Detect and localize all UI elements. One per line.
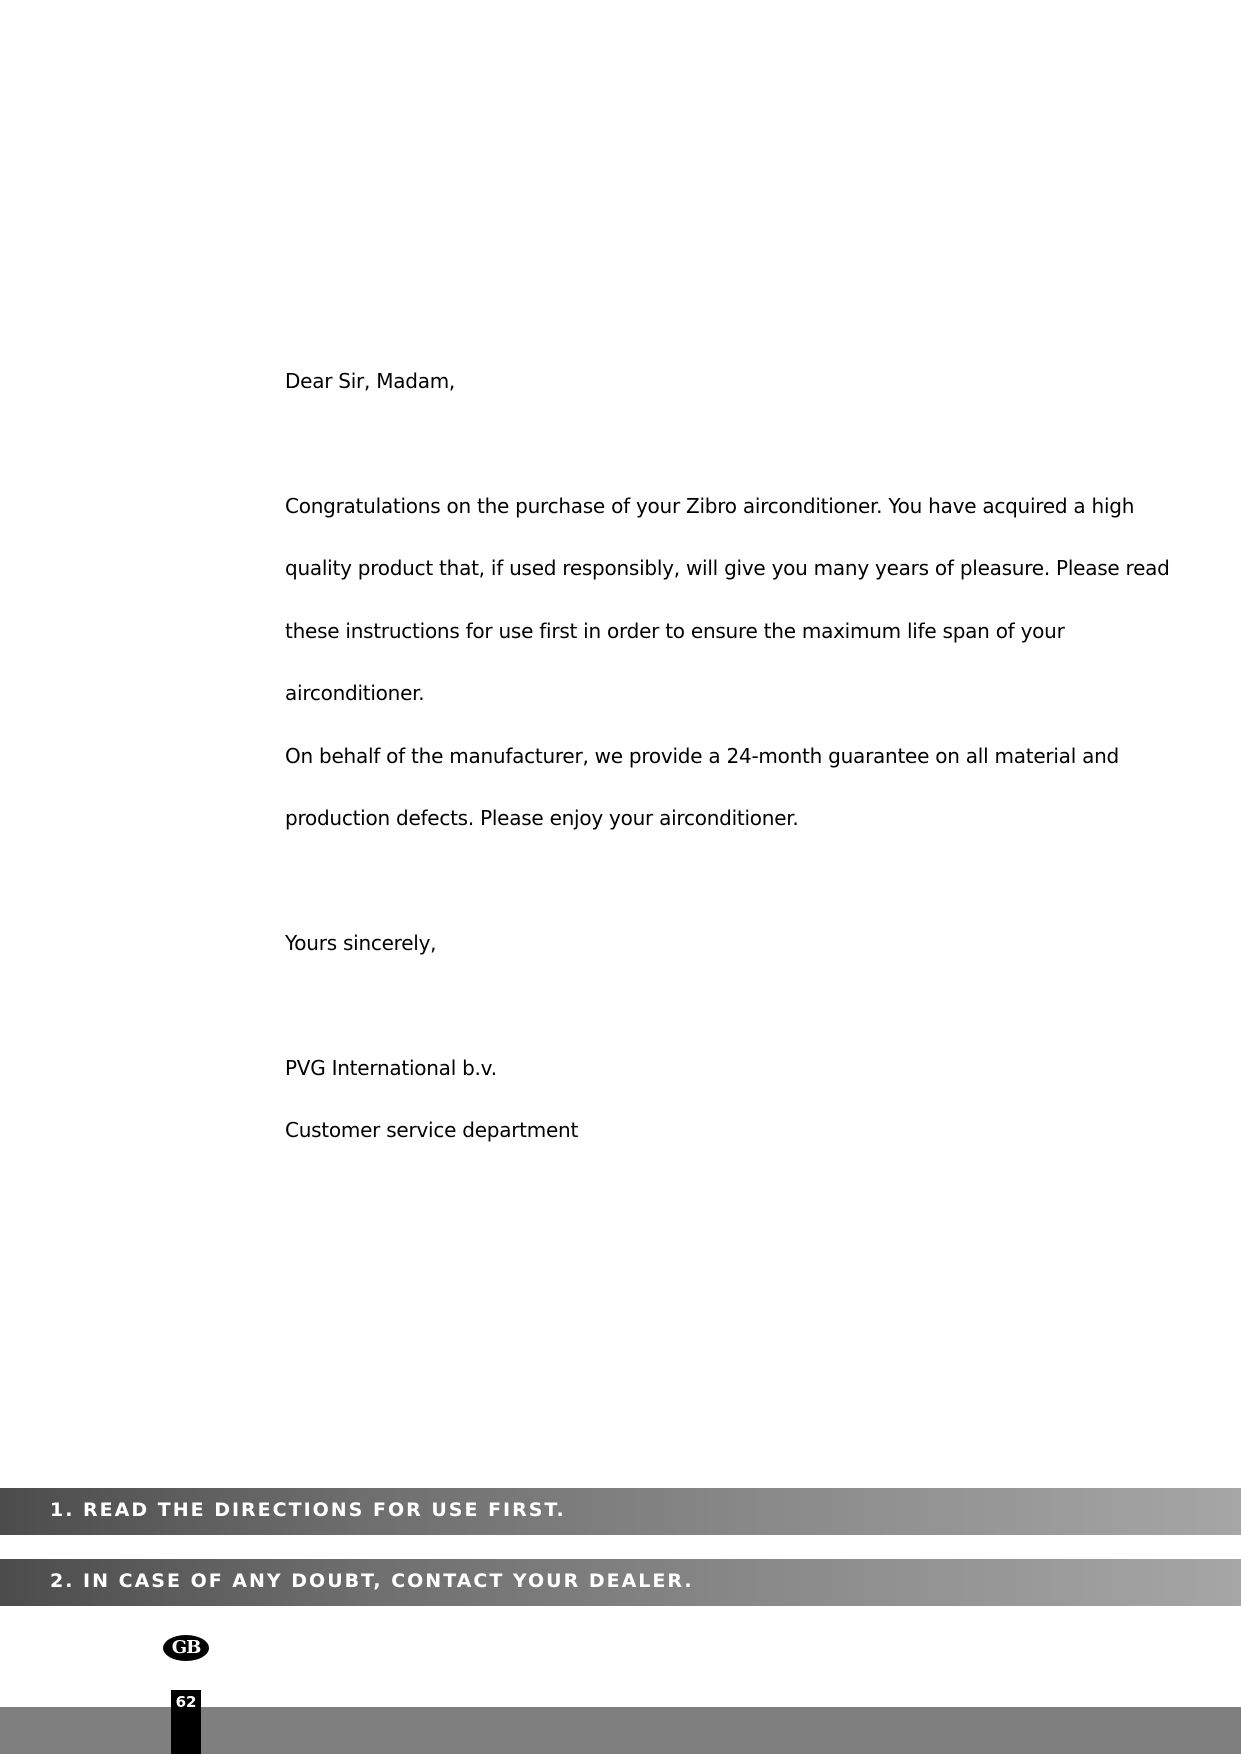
page-number-tab (171, 1690, 201, 1754)
body-line: On behalf of the manufacturer, we provide a 24-month guarantee on all material and (285, 744, 1119, 768)
body-line: these instructions for use first in order to ensure the maximum life span of your (285, 619, 1065, 643)
body-line: quality product that, if used responsibly, will give you many years of pleasure. Please read (285, 556, 1170, 580)
signature-company: PVG International b.v. (285, 1056, 497, 1080)
salutation: Dear Sir, Madam, (285, 369, 456, 393)
body-line: production defects. Please enjoy your airconditioner. (285, 806, 799, 830)
signature-department: Customer service department (285, 1118, 579, 1142)
notice-text-1: 1. READ THE DIRECTIONS FOR USE FIRST. (50, 1499, 566, 1521)
language-badge: GB (163, 1635, 209, 1661)
closing: Yours sincerely, (285, 931, 437, 955)
body-line: Congratulations on the purchase of your Zibro airconditioner. You have acquired a high (285, 494, 1135, 518)
notice-text-2: 2. IN CASE OF ANY DOUBT, CONTACT YOUR DEALER. (50, 1570, 694, 1592)
body-line: airconditioner. (285, 681, 425, 705)
notice-banner-1 (0, 1488, 1241, 1535)
page-number: 62 (175, 1693, 197, 1711)
notice-banner-2 (0, 1559, 1241, 1606)
